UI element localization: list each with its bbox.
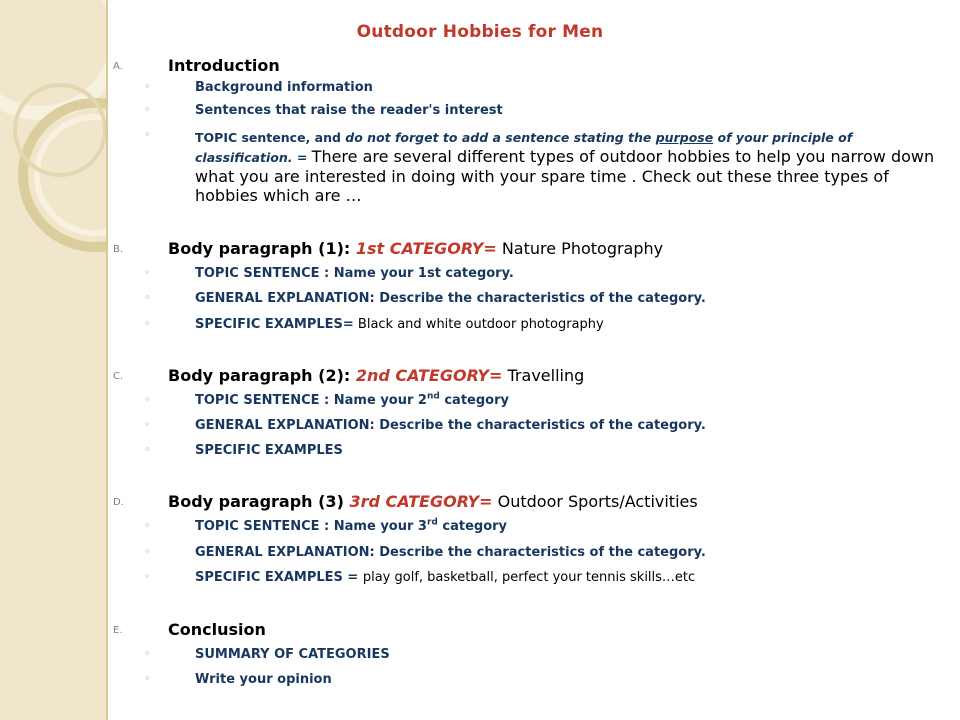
bullet-icon: ◦ — [144, 647, 151, 660]
bullet-icon: ◦ — [144, 266, 151, 279]
section-marker: E. — [113, 625, 123, 636]
bullet-icon: ◦ — [144, 519, 151, 532]
bullet-icon: ◦ — [144, 545, 151, 558]
section-marker: D. — [113, 497, 124, 508]
bullet-icon: ◦ — [144, 443, 151, 456]
bullet-icon: ◦ — [144, 128, 151, 141]
bullet-icon: ◦ — [144, 570, 151, 583]
bullet-icon: ◦ — [144, 291, 151, 304]
bullet-icon: ◦ — [144, 103, 151, 116]
section-marker: B. — [113, 244, 124, 255]
bullet-icon: ◦ — [144, 672, 151, 685]
section-heading: Body paragraph (1): 1st CATEGORY= Nature Photography — [168, 239, 664, 258]
page-title: Outdoor Hobbies for Men — [356, 22, 604, 42]
section-heading: Body paragraph (2): 2nd CATEGORY= Travelling — [168, 366, 585, 385]
bullet-icon: ◦ — [144, 418, 151, 431]
intro-topic-paragraph: TOPIC sentence, and do not forget to add a sentence stating the purpose of your principle of classification. = There are several different types of outdoor hobbies to help you narrow down what you are interested in doing with your spare time . Check out these three types of hobbies which are … — [195, 130, 935, 205]
bullet-icon: ◦ — [144, 317, 151, 330]
section-marker: C. — [113, 371, 124, 382]
sidebar-divider — [106, 0, 108, 720]
section-heading: Introduction — [168, 56, 280, 75]
section-heading: Body paragraph (3) 3rd CATEGORY= Outdoor Sports/Activities — [168, 492, 698, 511]
bullet-icon: ◦ — [144, 80, 151, 93]
decorative-circles — [0, 0, 106, 720]
section-marker: A. — [113, 61, 123, 72]
decorative-sidebar — [0, 0, 106, 720]
bullet-icon: ◦ — [144, 393, 151, 406]
section-heading: Conclusion — [168, 620, 266, 639]
